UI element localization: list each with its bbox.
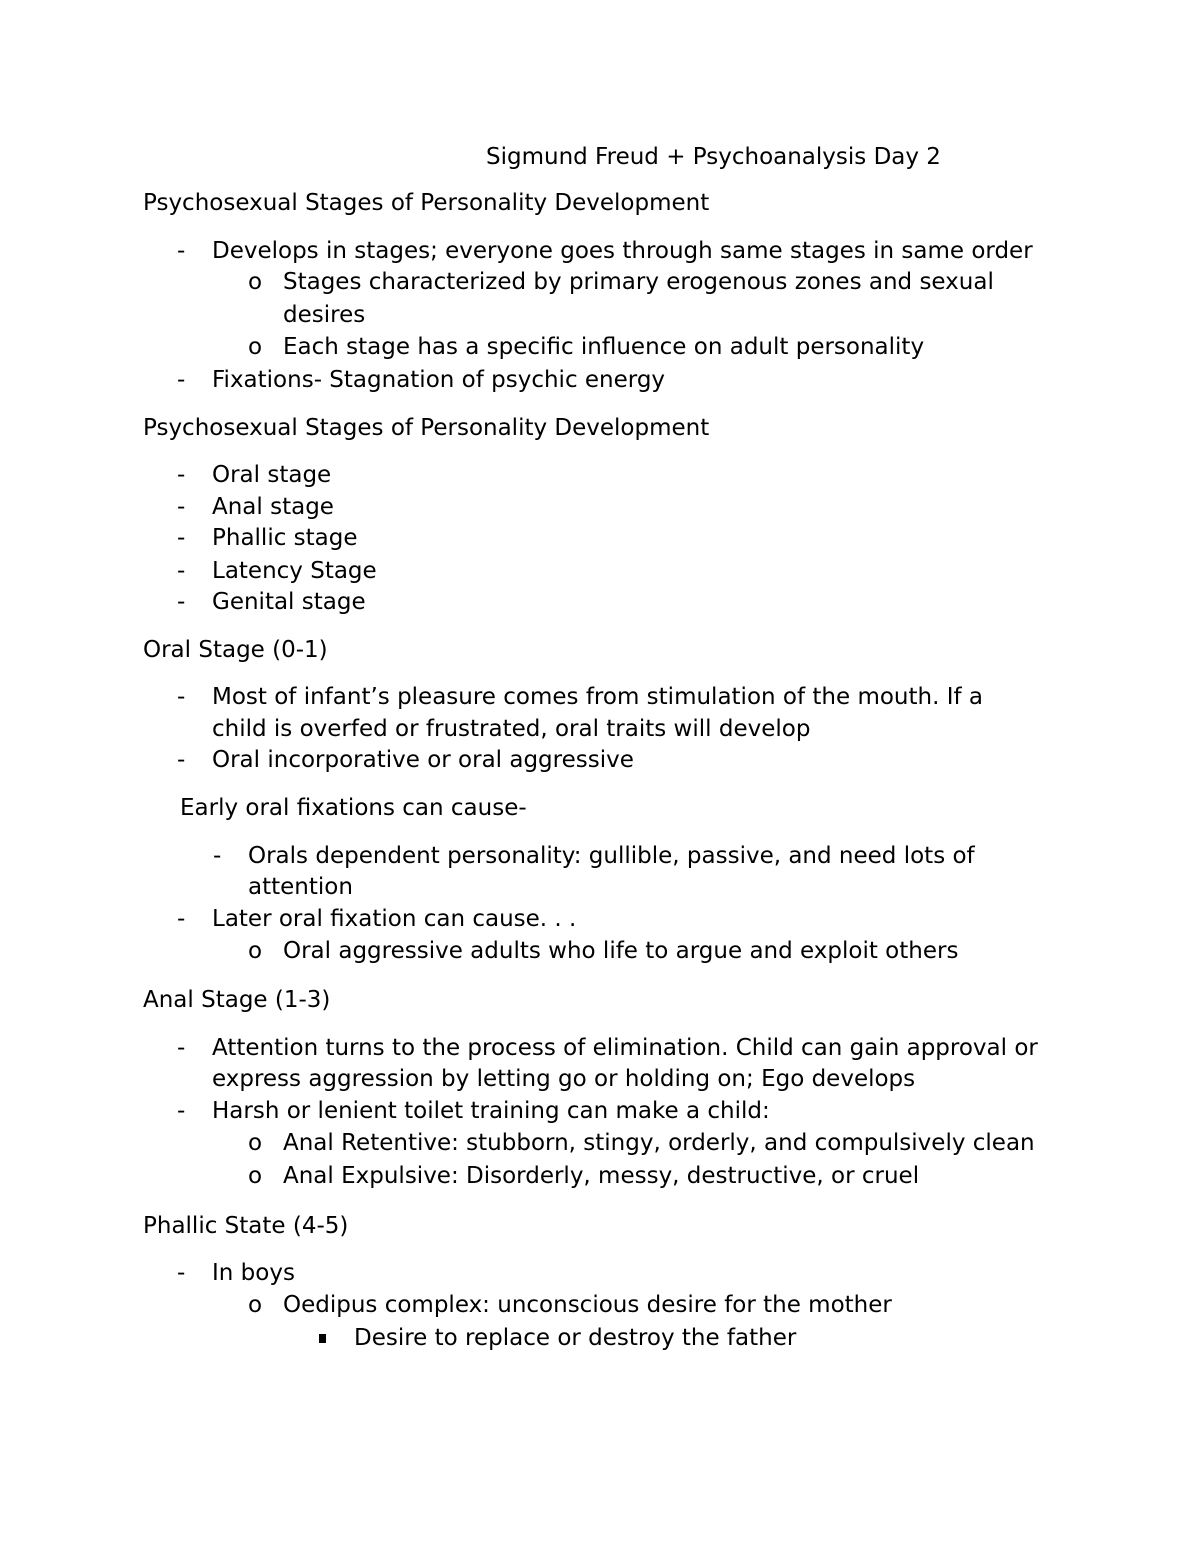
list-item-continuation: attention	[248, 874, 353, 900]
list-item: Latency Stage	[212, 558, 377, 584]
document-title: Sigmund Freud + Psychoanalysis Day 2	[486, 144, 941, 170]
list-item: Harsh or lenient toilet training can make a child:	[212, 1098, 770, 1124]
dash-bullet: -	[213, 843, 222, 869]
circle-bullet: o	[248, 334, 263, 360]
dash-bullet: -	[177, 1098, 186, 1124]
list-item-continuation: child is overfed or frustrated, oral traits will develop	[212, 716, 811, 742]
list-item: Orals dependent personality: gullible, passive, and need lots of	[248, 843, 975, 869]
section-heading: Psychosexual Stages of Personality Development	[143, 415, 710, 441]
dash-bullet: -	[177, 558, 186, 584]
circle-bullet: o	[248, 1130, 263, 1156]
circle-bullet: o	[248, 938, 263, 964]
dash-bullet: -	[177, 494, 186, 520]
list-item: Genital stage	[212, 589, 366, 615]
list-item: Oral stage	[212, 462, 332, 488]
list-item: Develops in stages; everyone goes through same stages in same order	[212, 238, 1033, 264]
list-item: Oedipus complex: unconscious desire for the mother	[283, 1292, 892, 1318]
list-item: Oral incorporative or oral aggressive	[212, 747, 634, 773]
list-item-continuation: express aggression by letting go or holding on; Ego develops	[212, 1066, 916, 1092]
list-item: Anal Expulsive: Disorderly, messy, destructive, or cruel	[283, 1163, 920, 1189]
dash-bullet: -	[177, 1260, 186, 1286]
section-heading: Oral Stage (0-1)	[143, 637, 328, 663]
subheading: Early oral fixations can cause-	[180, 795, 527, 821]
dash-bullet: -	[177, 747, 186, 773]
dash-bullet: -	[177, 525, 186, 551]
dash-bullet: -	[177, 1035, 186, 1061]
circle-bullet: o	[248, 1163, 263, 1189]
dash-bullet: -	[177, 238, 186, 264]
list-item: Oral aggressive adults who life to argue and exploit others	[283, 938, 959, 964]
list-item-continuation: desires	[283, 302, 366, 328]
section-heading: Phallic State (4-5)	[143, 1213, 349, 1239]
list-item: Desire to replace or destroy the father	[354, 1325, 797, 1351]
circle-bullet: o	[248, 1292, 263, 1318]
circle-bullet: o	[248, 269, 263, 295]
dash-bullet: -	[177, 367, 186, 393]
list-item: Each stage has a specific influence on adult personality	[283, 334, 925, 360]
list-item: Most of infant’s pleasure comes from stimulation of the mouth. If a	[212, 684, 983, 710]
list-item: Stages characterized by primary erogenous zones and sexual	[283, 269, 994, 295]
section-heading: Psychosexual Stages of Personality Development	[143, 190, 710, 216]
list-item: Fixations- Stagnation of psychic energy	[212, 367, 666, 393]
square-bullet-icon	[319, 1334, 326, 1343]
list-item: Anal Retentive: stubborn, stingy, orderly, and compulsively clean	[283, 1130, 1035, 1156]
dash-bullet: -	[177, 462, 186, 488]
section-heading: Anal Stage (1-3)	[143, 987, 331, 1013]
list-item: In boys	[212, 1260, 295, 1286]
dash-bullet: -	[177, 589, 186, 615]
list-item: Anal stage	[212, 494, 334, 520]
dash-bullet: -	[177, 684, 186, 710]
list-item: Attention turns to the process of elimination. Child can gain approval or	[212, 1035, 1038, 1061]
list-item: Later oral fixation can cause. . .	[212, 906, 577, 932]
list-item: Phallic stage	[212, 525, 358, 551]
dash-bullet: -	[177, 906, 186, 932]
